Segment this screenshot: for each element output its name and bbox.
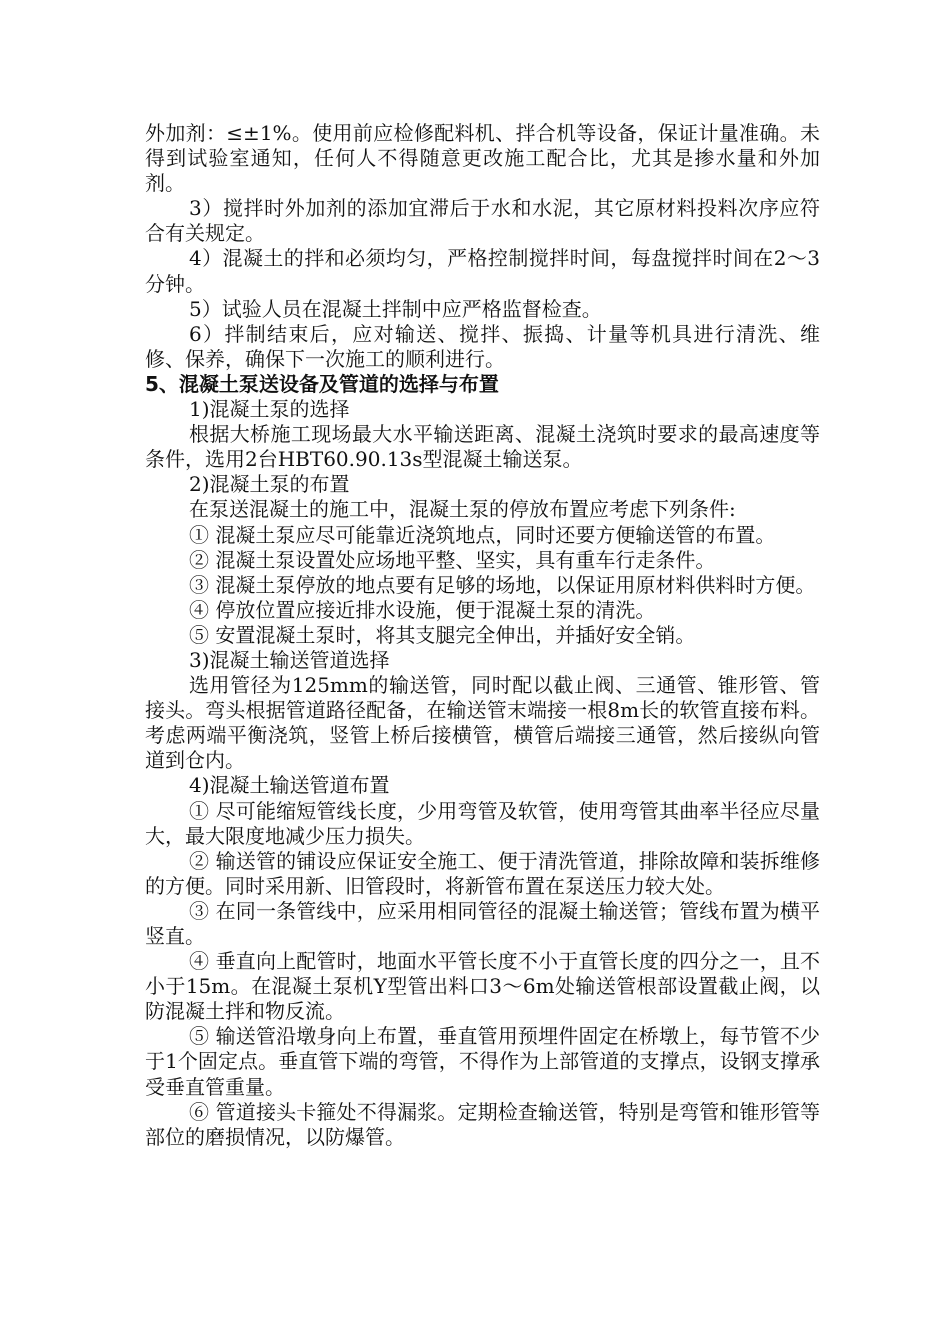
section-heading: 5、混凝土泵送设备及管道的选择与布置: [145, 371, 499, 396]
list-item: ⑤ 安置混凝土泵时，将其支腿完全伸出，并插好安全销。: [189, 622, 696, 647]
list-item: ③ 混凝土泵停放的地点要有足够的场地，以保证用原材料供料时方便。: [189, 572, 816, 597]
list-item: ② 输送管的铺设应保证安全施工、便于清洗管道，排除故障和装拆维修的方便。同时采用新、旧管段时，将新管布置在泵送压力较大处。: [145, 848, 820, 898]
list-item: ① 尽可能缩短管线长度，少用弯管及软管，使用弯管其曲率半径应尽量大，最大限度地减少压力损失。: [145, 798, 820, 848]
list-item: ⑤ 输送管沿墩身向上布置，垂直管用预埋件固定在桥墩上，每节管不少于1个固定点。垂直管下端的弯管，不得作为上部管道的支撑点，设钢支撑承受垂直管重量。: [145, 1024, 820, 1099]
list-item: ③ 在同一条管线中，应采用相同管径的混凝土输送管；管线布置为横平竖直。: [145, 898, 820, 948]
list-item: ④ 停放位置应接近排水设施，便于混凝土泵的清洗。: [189, 597, 656, 622]
paragraph-cleaning: 6）拌制结束后，应对输送、搅拌、振捣、计量等机具进行清洗、维修、保养，确保下一次施工的顺利进行。: [145, 321, 820, 371]
paragraph-pump-layout-intro: 在泵送混凝土的施工中，混凝土泵的停放布置应考虑下列条件:: [189, 497, 736, 522]
subsection-title-pump-layout: 2)混凝土泵的布置: [189, 472, 350, 497]
list-item: ① 混凝土泵应尽可能靠近浇筑地点，同时还要方便输送管的布置。: [189, 522, 776, 547]
subsection-title-pipe-selection: 3)混凝土输送管道选择: [189, 647, 390, 672]
paragraph-mixing-time: 4）混凝土的拌和必须均匀，严格控制搅拌时间，每盘搅拌时间在2～3分钟。: [145, 246, 820, 296]
paragraph-admixture-order: 3）搅拌时外加剂的添加宜滞后于水和水泥，其它原材料投料次序应符合有关规定。: [145, 196, 820, 246]
paragraph-supervision: 5）试验人员在混凝土拌制中应严格监督检查。: [189, 296, 602, 321]
list-item: ④ 垂直向上配管时，地面水平管长度不小于直管长度的四分之一，且不小于15m。在混凝土泵机Y型管出料口3～6m处输送管根部设置截止阀，以防混凝土拌和物反流。: [145, 949, 820, 1024]
subsection-title-pipe-layout: 4)混凝土输送管道布置: [189, 773, 390, 798]
list-item: ⑥ 管道接头卡箍处不得漏浆。定期检查输送管，特别是弯管和锥形管等部位的磨损情况，以防爆管。: [145, 1099, 820, 1149]
list-item: ② 混凝土泵设置处应场地平整、坚实，具有重车行走条件。: [189, 547, 716, 572]
paragraph-measurement-accuracy: 外加剂：≤±1%。使用前应检修配料机、拌合机等设备，保证计量准确。未得到试验室通知，任何人不得随意更改施工配合比，尤其是掺水量和外加剂。: [145, 121, 820, 196]
paragraph-pipe-selection: 选用管径为125mm的输送管，同时配以截止阀、三通管、锥形管、管接头。弯头根据管道路径配备，在输送管末端接一根8m长的软管直接布料。考虑两端平衡浇筑，竖管上桥后接横管，横管后端接三通管，然后接纵向管道到仓内。: [145, 673, 820, 773]
paragraph-pump-selection: 根据大桥施工现场最大水平输送距离、混凝土浇筑时要求的最高速度等条件，选用2台HBT60.90.13s型混凝土输送泵。: [145, 422, 820, 472]
document-page: [145, 121, 820, 1150]
subsection-title-pump-selection: 1)混凝土泵的选择: [189, 397, 350, 422]
